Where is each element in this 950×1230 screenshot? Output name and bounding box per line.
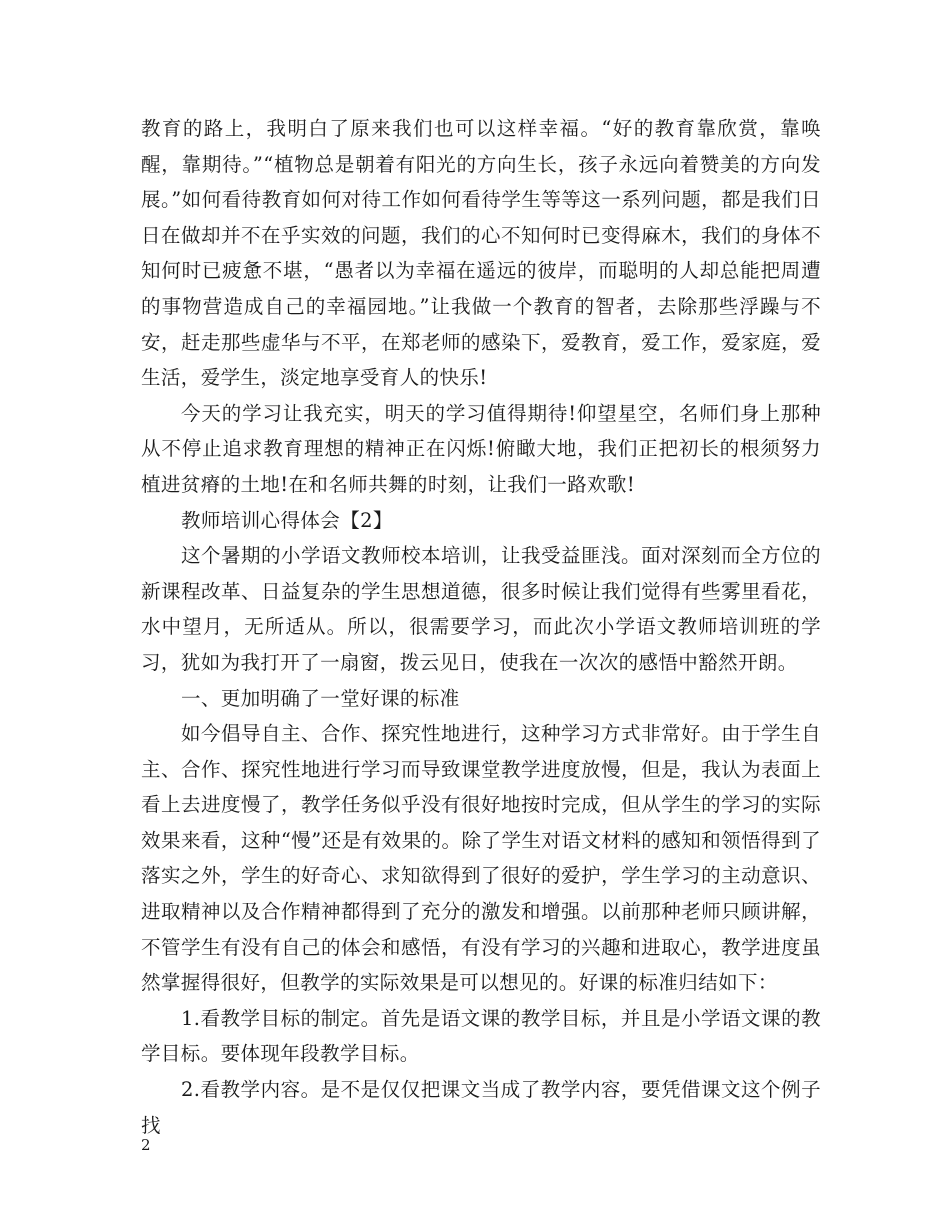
paragraph-4: 如今倡导自主、合作、探究性地进行，这种学习方式非常好。由于学生自主、合作、探究性地进行学习而导致课堂教学进度放慢，但是，我认为表面上看上去进度慢了，教学任务似乎没有很好地按时完成，但从学生的学习的实际效果来看，这种“慢”还是有效果的。除了学生对语文材料的感知和领悟得到了落实之外，学生的好奇心、求知欲得到了很好的爱护，学生学习的主动意识、进取精神以及合作精神都得到了充分的激发和增强。以前那种老师只顾讲解，不管学生有没有自己的体会和感悟，有没有学习的兴趣和进取心，教学进度虽然掌握得很好，但教学的实际效果是可以想见的。好课的标准归结如下： bbox=[141, 722, 821, 995]
document-body bbox=[141, 111, 821, 1143]
page-number: 2 bbox=[141, 1136, 151, 1154]
section-heading-2: 教师培训心得体会【2】 bbox=[181, 508, 393, 532]
paragraph-2: 今天的学习让我充实，明天的学习值得期待!仰望星空，名师们身上那种从不停止追求教育理想的精神正在闪烁!俯瞰大地，我们正把初长的根须努力植进贫瘠的土地!在和名师共舞的时刻，让我们一路欢歌! bbox=[141, 401, 821, 496]
list-item-2: 2.看教学内容。是不是仅仅把课文当成了教学内容，要凭借课文这个例子找 bbox=[141, 1078, 821, 1137]
list-item-1: 1.看教学目标的制定。首先是语文课的教学目标，并且是小学语文课的教学目标。要体现年段教学目标。 bbox=[141, 1006, 821, 1066]
subheading-1: 一、更加明确了一堂好课的标准 bbox=[181, 686, 460, 710]
paragraph-1: 教育的路上，我明白了原来我们也可以这样幸福。“好的教育靠欣赏，靠唤醒，靠期待。”“植物总是朝着有阳光的方向生长，孩子永远向着赞美的方向发展。”如何看待教育如何对待工作如何看待学生等等这一系列问题，都是我们日日在做却并不在乎实效的问题，我们的心不知何时已变得麻木，我们的身体不知何时已疲惫不堪，“愚者以为幸福在遥远的彼岸，而聪明的人却总能把周遭的事物营造成自己的幸福园地。”让我做一个教育的智者，去除那些浮躁与不安，赶走那些虚华与不平，在郑老师的感染下，爱教育，爱工作，爱家庭，爱生活，爱学生，淡定地享受育人的快乐! bbox=[141, 117, 821, 390]
paragraph-3: 这个暑期的小学语文教师校本培训，让我受益匪浅。面对深刻而全方位的新课程改革、日益复杂的学生思想道德，很多时候让我们觉得有些雾里看花，水中望月，无所适从。所以，很需要学习，而此次小学语文教师培训班的学习，犹如为我打开了一扇窗，拨云见日，使我在一次次的感悟中豁然开朗。 bbox=[141, 544, 821, 674]
